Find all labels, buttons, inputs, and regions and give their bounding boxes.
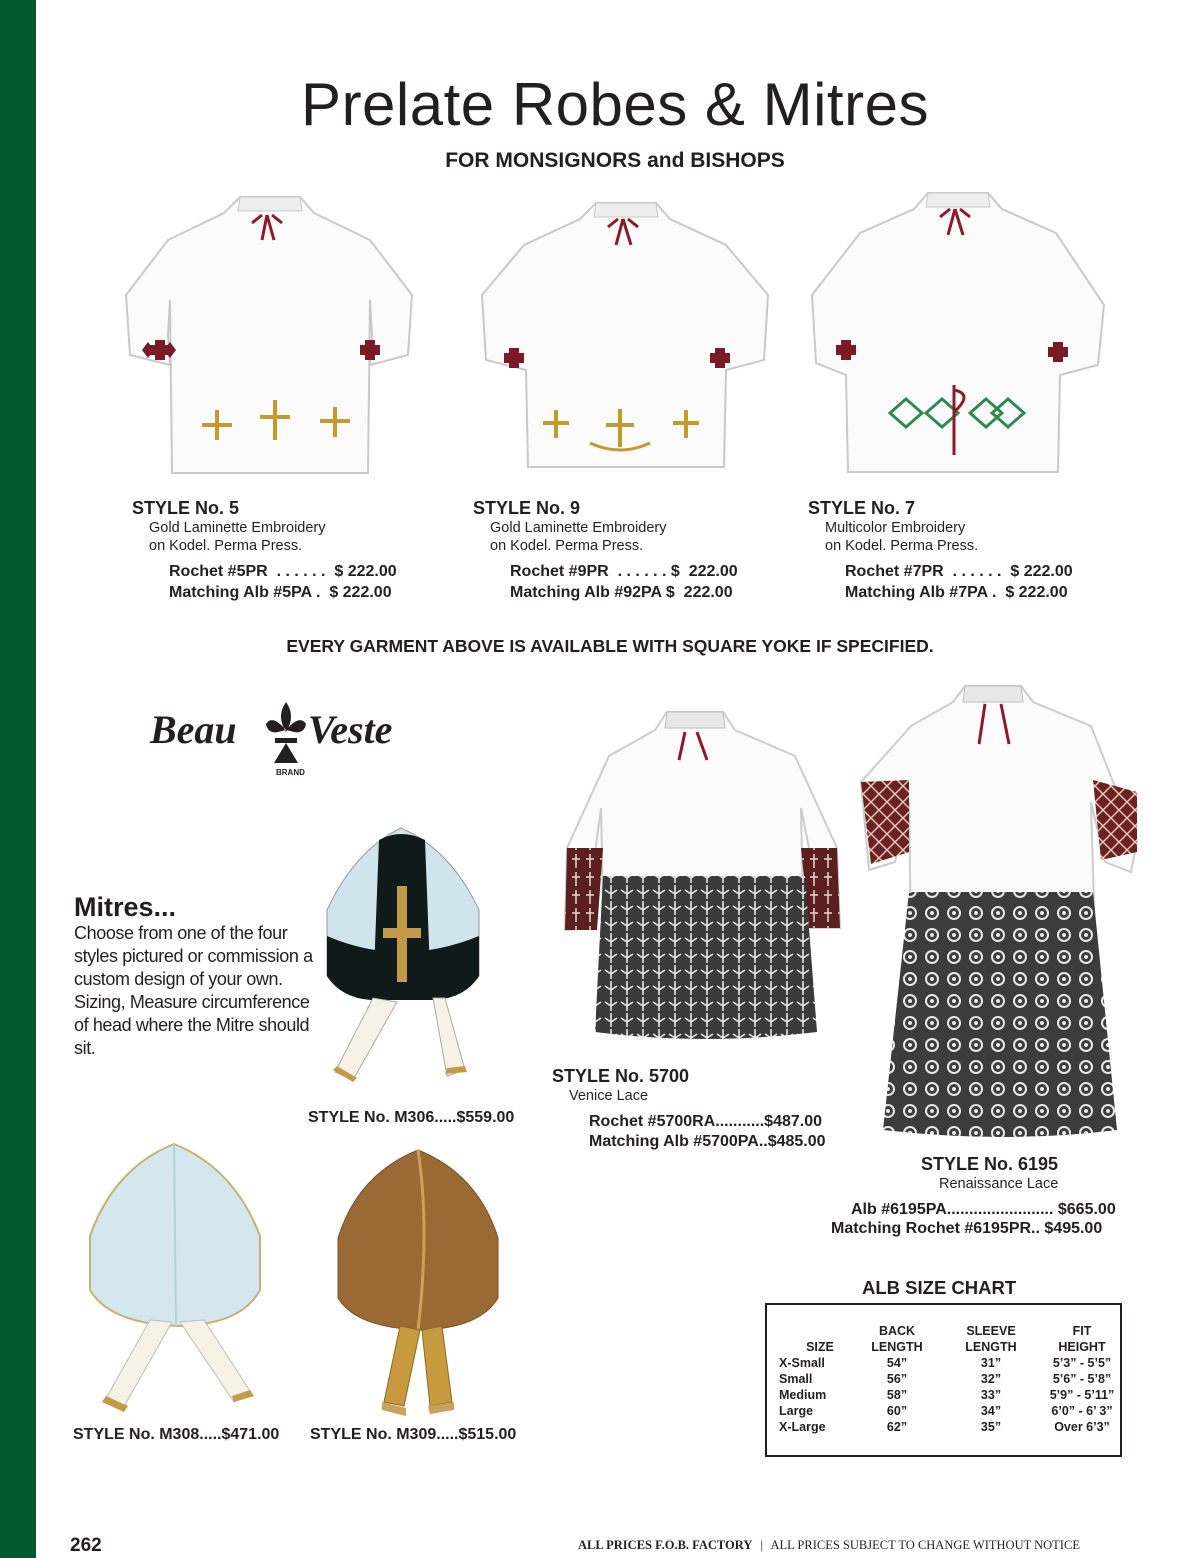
style-5-price-rochet: Rochet #5PR . . . . . . $ 222.00 [169, 563, 397, 580]
sleeve-value: 32” [980, 1372, 1002, 1386]
back-value: 60” [886, 1404, 908, 1418]
fleur-de-lis-icon [265, 700, 307, 766]
back-length-column [857, 1323, 937, 1435]
back-header-2: LENGTH [871, 1340, 923, 1354]
style-6195-name: STYLE No. 6195 [921, 1154, 1059, 1174]
footer-fob: ALL PRICES F.O.B. FACTORY [578, 1538, 753, 1552]
logo-word-beau: Beau [150, 707, 237, 752]
style-9-desc-1: Gold Laminette Embroidery [490, 520, 667, 536]
style-7-price-alb: Matching Alb #7PA . $ 222.00 [845, 584, 1068, 601]
square-yoke-notice: EVERY GARMENT ABOVE IS AVAILABLE WITH SQUARE YOKE IF SPECIFIED. [286, 636, 934, 656]
back-value: 62” [886, 1420, 908, 1434]
style-5-desc-2: on Kodel. Perma Press. [149, 538, 303, 554]
sleeve-length-column [951, 1323, 1031, 1435]
size-header: SIZE [806, 1340, 834, 1354]
page-number: 262 [70, 1535, 102, 1556]
fit-value: Over 6’3” [1054, 1420, 1110, 1434]
size-row: X-Small [779, 1356, 825, 1370]
alb-style-6195-image [855, 682, 1145, 1142]
footer-price-change: ALL PRICES SUBJECT TO CHANGE WITHOUT NOTICE [770, 1538, 1080, 1552]
rochet-style-5-image [122, 185, 417, 485]
logo-word-veste: Veste [308, 707, 393, 752]
page-subtitle: FOR MONSIGNORS and BISHOPS [445, 149, 785, 172]
beau-veste-logo [150, 700, 415, 784]
size-row: Large [779, 1404, 814, 1418]
style-5-name: STYLE No. 5 [132, 498, 240, 518]
back-header-1: BACK [878, 1324, 916, 1338]
sleeve-header-2: LENGTH [965, 1340, 1017, 1354]
style-9-price-alb: Matching Alb #92PA $ 222.00 [510, 584, 733, 601]
mitre-m309-image [330, 1148, 505, 1418]
mitre-m309-caption: STYLE No. M309.....$515.00 [310, 1426, 517, 1443]
back-value: 58” [886, 1388, 908, 1402]
mitre-m306-caption: STYLE No. M306.....$559.00 [308, 1109, 515, 1126]
mitre-m308-image [84, 1140, 266, 1415]
fit-value: 6’0” - 6’ 3” [1051, 1404, 1113, 1418]
mitre-m306-image [315, 826, 490, 1088]
size-row: Small [779, 1372, 813, 1386]
footer-separator: | [760, 1538, 764, 1552]
style-9-desc-2: on Kodel. Perma Press. [490, 538, 644, 554]
sleeve-value: 33” [980, 1388, 1002, 1402]
mitres-heading: Mitres... [74, 892, 177, 922]
style-5700-name: STYLE No. 5700 [552, 1066, 690, 1086]
rochet-style-5700-image [555, 708, 850, 1068]
fit-value: 5’3” - 5’5” [1052, 1356, 1112, 1370]
size-row: Medium [779, 1388, 827, 1402]
size-chart-title: ALB SIZE CHART [862, 1277, 1017, 1298]
fit-header-2: HEIGHT [1058, 1340, 1106, 1354]
sleeve-value: 31” [980, 1356, 1002, 1370]
sleeve-header-1: SLEEVE [966, 1324, 1016, 1338]
style-5700-desc: Venice Lace [569, 1088, 649, 1104]
style-7-name: STYLE No. 7 [808, 498, 916, 518]
fit-value: 5’9” - 5’11” [1049, 1388, 1115, 1402]
footer-note [578, 1538, 1080, 1553]
sleeve-value: 34” [980, 1404, 1002, 1418]
fit-value: 5’6” - 5’8” [1052, 1372, 1112, 1386]
fit-header-1: FIT [1072, 1324, 1092, 1338]
fit-height-column [1037, 1323, 1127, 1435]
back-value: 56” [886, 1372, 908, 1386]
rochet-style-9-image [478, 195, 773, 475]
style-5700-price-rochet: Rochet #5700RA...........$487.00 [589, 1113, 823, 1130]
style-6195-price-rochet: Matching Rochet #6195PR.. $495.00 [831, 1220, 1103, 1237]
page-title: Prelate Robes & Mitres [301, 71, 929, 138]
style-9-price-rochet: Rochet #9PR . . . . . . $ 222.00 [510, 563, 738, 580]
rochet-style-7-image [808, 185, 1108, 480]
style-7-desc-2: on Kodel. Perma Press. [825, 538, 979, 554]
logo-brand: BRAND [276, 768, 305, 777]
sleeve-value: 35” [980, 1420, 1002, 1434]
style-6195-desc: Renaissance Lace [939, 1176, 1059, 1192]
style-6195-price-alb: Alb #6195PA........................ $665.00 [851, 1201, 1116, 1218]
size-column [767, 1339, 863, 1355]
mitre-m308-caption: STYLE No. M308.....$471.00 [73, 1426, 280, 1443]
style-7-price-rochet: Rochet #7PR . . . . . . $ 222.00 [845, 563, 1073, 580]
size-row: X-Large [779, 1420, 826, 1434]
style-9-name: STYLE No. 9 [473, 498, 581, 518]
style-5-price-alb: Matching Alb #5PA . $ 222.00 [169, 584, 392, 601]
size-values [779, 1355, 826, 1435]
mitres-description: Choose from one of the four styles pictured or commission a custom design of your own. Sizing, Measure circumference of head where the Mitre should sit. [74, 923, 313, 1058]
back-value: 54” [886, 1356, 908, 1370]
size-chart-table [765, 1303, 1122, 1457]
style-7-desc-1: Multicolor Embroidery [825, 520, 966, 536]
style-5700-price-alb: Matching Alb #5700PA..$485.00 [589, 1133, 826, 1150]
green-side-bar [0, 0, 36, 1558]
style-5-desc-1: Gold Laminette Embroidery [149, 520, 326, 536]
